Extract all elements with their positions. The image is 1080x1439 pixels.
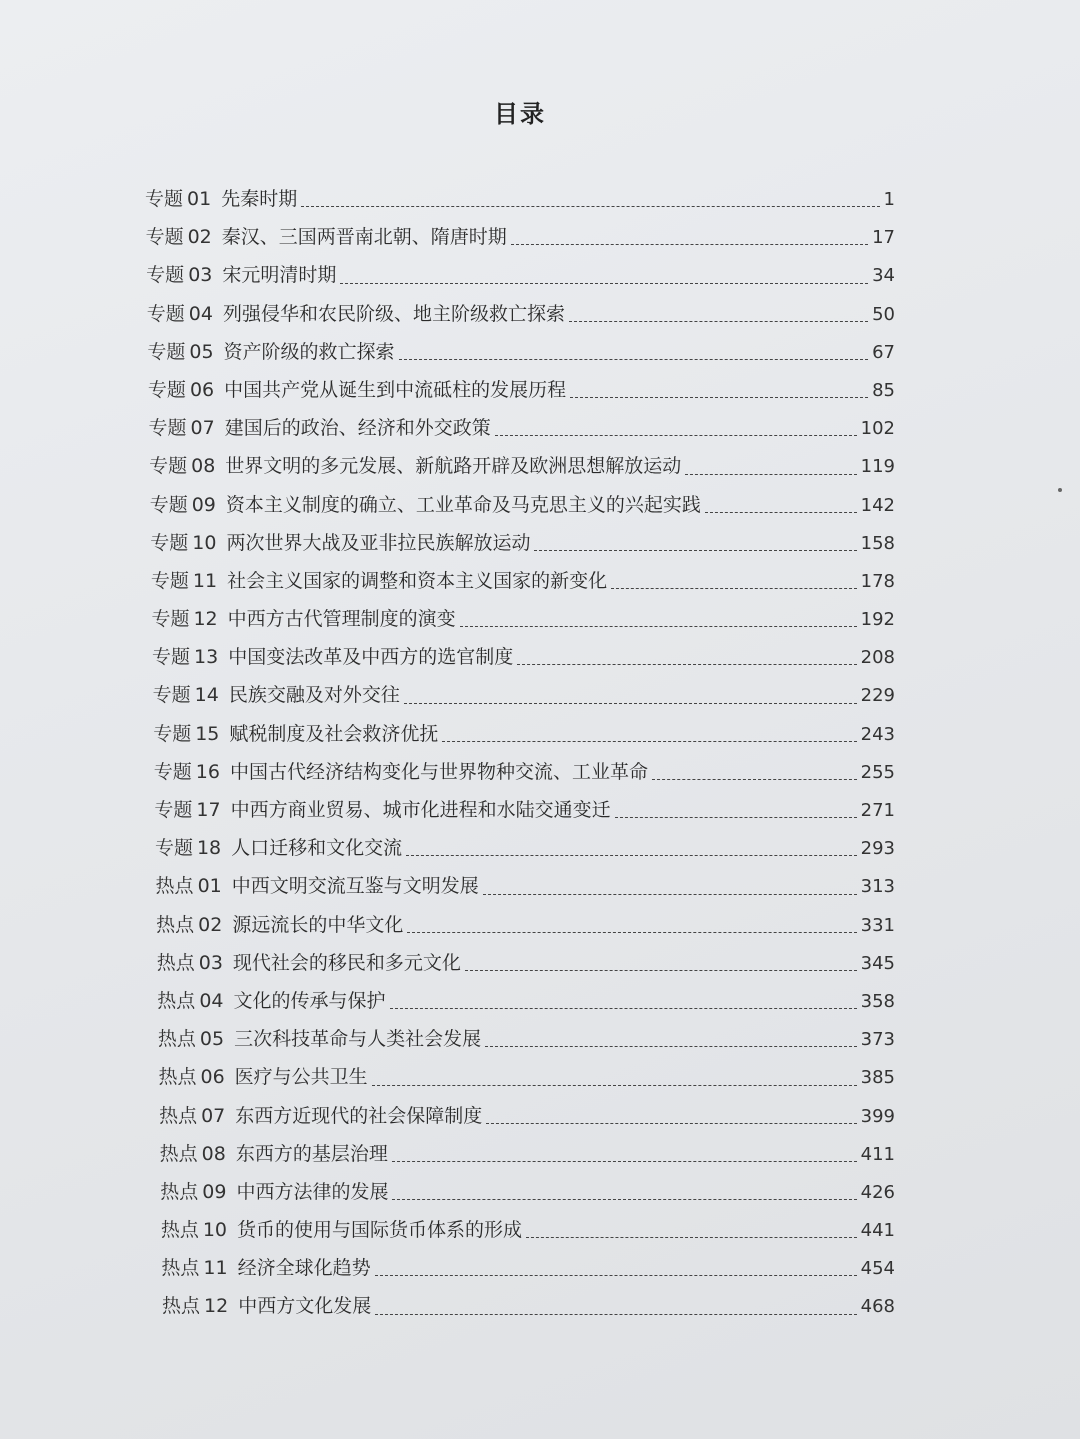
toc-entry[interactable] [0,1215,895,1253]
toc-entry[interactable] [0,719,895,757]
toc-entry-category: 专题 [154,837,193,860]
toc-entry-topic: 建国后的政治、经济和外交政策 [224,417,491,440]
toc-entry-page-number: 17 [872,227,895,249]
page-title: 目录 [494,100,546,128]
toc-entry-label [156,871,222,901]
toc-entry-page-number: 331 [860,914,895,936]
toc-entry[interactable] [0,986,895,1024]
toc-entry-number: 03 [198,951,223,974]
toc-entry-label [150,490,216,520]
toc-dash-leader [392,1199,856,1200]
toc-entry-label [159,1101,225,1131]
toc-dash-leader [615,817,857,818]
toc-dash-leader [517,664,856,665]
toc-entry[interactable] [0,1062,895,1100]
toc-entry-category: 专题 [152,646,191,669]
toc-dash-leader [685,474,856,475]
toc-entry-number: 04 [188,302,213,325]
toc-entry-number: 12 [193,608,218,631]
toc-entry-label [152,642,218,672]
toc-entry-label [154,795,220,825]
toc-dash-leader [534,550,856,551]
toc-entry-category: 专题 [146,264,185,287]
toc-entry[interactable] [0,642,895,680]
toc-entry-page-number: 358 [860,990,895,1012]
toc-entry-number: 14 [194,684,219,707]
toc-entry-page-number: 119 [860,456,895,478]
toc-entry-topic: 列强侵华和农民阶级、地主阶级救亡探索 [222,302,565,325]
toc-entry-topic: 赋税制度及社会救济优抚 [229,722,439,745]
toc-dash-leader [372,1085,857,1086]
toc-entry[interactable] [0,413,895,451]
toc-entry[interactable] [0,680,895,718]
toc-entry-topic: 三次科技革命与人类社会发展 [234,1028,482,1051]
toc-entry-number: 15 [195,722,220,745]
toc-entry-category: 热点 [156,951,195,974]
toc-entry-topic: 文化的传承与保护 [233,989,386,1012]
toc-entry[interactable] [0,451,895,489]
toc-entry-label [146,260,212,290]
toc-entry-category: 专题 [154,799,193,821]
toc-entry-topic: 东西方近现代的社会保障制度 [235,1104,483,1127]
toc-entry-label [158,1062,224,1092]
toc-dash-leader [485,1046,857,1047]
toc-dash-leader [375,1275,857,1276]
toc-entry-category: 专题 [151,608,190,631]
toc-entry-page-number: 441 [860,1220,895,1242]
toc-entry-topic: 社会主义国家的调整和资本主义国家的新变化 [227,569,608,592]
toc-entry-number: 06 [200,1066,225,1089]
toc-dash-leader [705,512,857,513]
toc-entry-number: 01 [187,188,212,210]
toc-dash-leader [442,741,856,742]
toc-entry-topic: 中西方古代管理制度的演变 [227,608,456,631]
toc-entry-page-number: 411 [860,1143,895,1165]
toc-dash-leader [486,1123,856,1124]
toc-entry-label [147,299,213,329]
toc-entry-page-number: 345 [860,952,895,974]
toc-entry-number: 03 [188,264,213,287]
toc-entry-topic: 世界文明的多元发展、新航路开辟及欧洲思想解放运动 [225,455,682,478]
toc-entry[interactable] [0,1101,895,1139]
toc-entry-page-number: 208 [860,647,895,669]
toc-entry-category: 专题 [153,722,192,745]
toc-entry-number: 05 [189,340,214,363]
toc-entry-label [148,375,214,405]
toc-entry[interactable] [0,1253,895,1291]
toc-entry-label [153,719,219,749]
toc-entry-number: 09 [191,493,216,516]
toc-entry-number: 02 [187,226,212,249]
toc-dash-leader [392,1161,857,1162]
toc-entry-topic: 先秦时期 [221,188,298,210]
toc-entry-number: 05 [199,1028,225,1051]
toc-entry-number: 10 [202,1219,228,1242]
toc-entry-number: 08 [201,1142,226,1165]
toc-entry-number: 17 [196,799,221,821]
toc-entry-number: 02 [198,913,223,936]
toc-entry[interactable] [0,1139,895,1177]
toc-dash-leader [570,397,868,398]
toc-dash-leader [301,206,879,207]
toc-entry-category: 热点 [160,1180,199,1203]
toc-entry-label [154,757,220,787]
toc-entry-category: 热点 [162,1295,201,1318]
toc-entry-page-number: 142 [860,494,895,516]
toc-dash-leader [406,855,856,856]
toc-entry-category: 专题 [150,531,189,554]
toc-entry-page-number: 385 [860,1067,895,1089]
toc-entry-number: 01 [197,875,222,898]
toc-entry-topic: 中西方商业贸易、城市化进程和水陆交通变迁 [230,799,611,821]
toc-entry[interactable] [0,1024,895,1062]
toc-entry-label [162,1291,228,1321]
toc-entry-category: 专题 [153,760,192,783]
toc-entry-page-number: 426 [860,1181,895,1203]
toc-entry-label [146,222,212,252]
toc-entry-label [147,337,213,367]
toc-entry[interactable] [0,1177,895,1215]
toc-entry-category: 专题 [152,684,191,707]
toc-entry-topic: 中国共产党从诞生到中流砥柱的发展历程 [224,378,567,401]
toc-entry-label [150,528,216,558]
toc-entry[interactable] [0,833,895,871]
toc-entry-number: 13 [194,646,219,669]
toc-entry-topic: 货币的使用与国际货币体系的形成 [237,1219,523,1242]
toc-entry-category: 专题 [149,493,188,516]
toc-entry-number: 06 [189,378,215,401]
toc-entry-topic: 中国古代经济结构变化与世界物种交流、工业革命 [229,760,648,783]
toc-entry-topic: 资产阶级的救亡探索 [223,340,395,363]
toc-entry-topic: 东西方的基层治理 [235,1142,388,1165]
toc-entry-label [157,948,223,978]
toc-entry-number: 18 [196,837,222,860]
toc-entry[interactable] [0,871,895,909]
toc-entry-topic: 中国变法改革及中西方的选官制度 [228,646,514,669]
toc-entry[interactable] [0,490,895,528]
toc-dash-leader [399,359,869,360]
toc-entry-topic: 中西方文化发展 [238,1295,372,1318]
toc-entry-number: 07 [201,1104,226,1127]
toc-entry-category: 热点 [159,1104,198,1127]
toc-entry[interactable] [0,528,895,566]
toc-entry-category: 热点 [157,989,196,1012]
toc-entry[interactable] [0,795,895,833]
toc-entry-page-number: 67 [872,341,895,363]
toc-entry-category: 专题 [147,340,186,363]
toc-entry-topic: 中西文明交流互鉴与文明发展 [231,875,479,898]
toc-entry[interactable] [0,1291,895,1329]
toc-entry-category: 热点 [157,1028,196,1051]
toc-entry-topic: 宋元明清时期 [222,264,337,287]
toc-entry[interactable] [0,604,895,642]
toc-entry-category: 热点 [161,1257,200,1280]
toc-dash-leader [569,321,868,322]
toc-entry[interactable] [0,757,895,795]
toc-entry-category: 热点 [158,1066,197,1089]
toc-entry-number: 12 [204,1295,229,1318]
toc-entry-topic: 资本主义制度的确立、工业革命及马克思主义的兴起实践 [225,493,701,516]
toc-entry-number: 09 [202,1180,227,1203]
toc-entry[interactable] [0,184,895,222]
toc-entry-number: 04 [199,989,224,1012]
toc-entry-page-number: 454 [860,1258,895,1280]
toc-entry-page-number: 399 [860,1105,895,1127]
toc-dash-leader [495,435,857,436]
toc-entry-label [149,451,215,481]
toc-entry-category: 专题 [150,569,189,592]
toc-entry-topic: 秦汉、三国两晋南北朝、隋唐时期 [221,226,507,249]
toc-entry-page-number: 271 [860,800,895,821]
toc-dash-leader [390,1008,857,1009]
toc-entry-page-number: 178 [860,570,895,592]
toc-entry-page-number: 313 [860,876,895,898]
toc-entry-label [145,184,211,214]
toc-entry-label [153,680,219,710]
toc-dash-leader [511,244,868,245]
toc-entry-label [161,1215,227,1245]
toc-entry-label [160,1139,226,1169]
toc-entry[interactable] [0,948,895,986]
toc-entry-page-number: 1 [883,189,895,210]
toc-entry-category: 专题 [149,455,188,478]
toc-dash-leader [652,779,857,780]
toc-entry-page-number: 243 [860,723,895,745]
toc-entry-page-number: 85 [872,379,895,401]
toc-entry[interactable] [0,260,895,298]
toc-entry-category: 专题 [148,417,187,440]
toc-entry-number: 16 [195,760,220,783]
toc-dash-leader [526,1237,857,1238]
toc-entry[interactable] [0,299,895,337]
toc-entry-topic: 两次世界大战及亚非拉民族解放运动 [226,531,531,554]
toc-entry[interactable] [0,375,895,413]
toc-entry-category: 专题 [146,302,185,325]
toc-entry-label [157,986,223,1016]
toc-entry-label [161,1253,227,1283]
toc-entry-number: 08 [191,455,216,478]
toc-entry-number: 07 [190,417,215,440]
toc-entry-page-number: 293 [860,838,895,860]
toc-entry-label [156,910,222,940]
toc-entry-label [155,833,221,863]
toc-dash-leader [483,894,857,895]
toc-entry-topic: 民族交融及对外交往 [228,684,400,707]
toc-entry-topic: 源远流长的中华文化 [232,913,404,936]
toc-entry-category: 专题 [145,188,184,210]
toc-entry-category: 热点 [159,1142,198,1165]
toc-entry[interactable] [0,566,895,604]
toc-entry-topic: 中西方法律的发展 [236,1180,389,1203]
toc-entry-page-number: 373 [860,1029,895,1051]
toc-entry[interactable] [0,337,895,375]
toc-entry-label [151,566,217,596]
toc-entry-category: 热点 [156,913,195,936]
toc-entry-topic: 人口迁移和文化交流 [231,837,403,860]
toc-dash-leader [375,1314,856,1315]
toc-dash-leader [407,932,856,933]
toc-entry[interactable] [0,910,895,948]
toc-entry-label [149,413,215,443]
toc-dash-leader [611,588,857,589]
toc-dash-leader [404,703,857,704]
toc-entry-number: 11 [192,569,218,592]
toc-entry-page-number: 192 [860,609,895,631]
toc-entry[interactable] [0,222,895,260]
toc-entry-category: 专题 [147,378,186,401]
toc-entry-label [160,1177,226,1207]
toc-entry-category: 热点 [160,1219,199,1242]
toc-entry-page-number: 50 [872,303,895,325]
toc-entry-page-number: 102 [860,418,895,440]
toc-entry-page-number: 255 [860,761,895,783]
toc-entry-page-number: 229 [860,685,895,707]
toc-entry-label [158,1024,224,1054]
table-of-contents [0,184,1080,1330]
toc-entry-number: 10 [192,531,217,554]
toc-dash-leader [460,626,857,627]
toc-entry-category: 热点 [155,875,194,898]
toc-entry-topic: 现代社会的移民和多元文化 [232,951,461,974]
toc-entry-page-number: 34 [872,265,895,287]
toc-entry-label [151,604,217,634]
toc-entry-page-number: 468 [860,1296,895,1318]
toc-entry-number: 11 [203,1257,228,1280]
toc-entry-topic: 经济全球化趋势 [237,1257,371,1280]
toc-dash-leader [465,970,857,971]
toc-entry-page-number: 158 [860,532,895,554]
toc-entry-category: 专题 [145,226,184,249]
toc-dash-leader [340,283,868,284]
toc-entry-topic: 医疗与公共卫生 [234,1066,368,1089]
paper-speck [1058,488,1062,492]
